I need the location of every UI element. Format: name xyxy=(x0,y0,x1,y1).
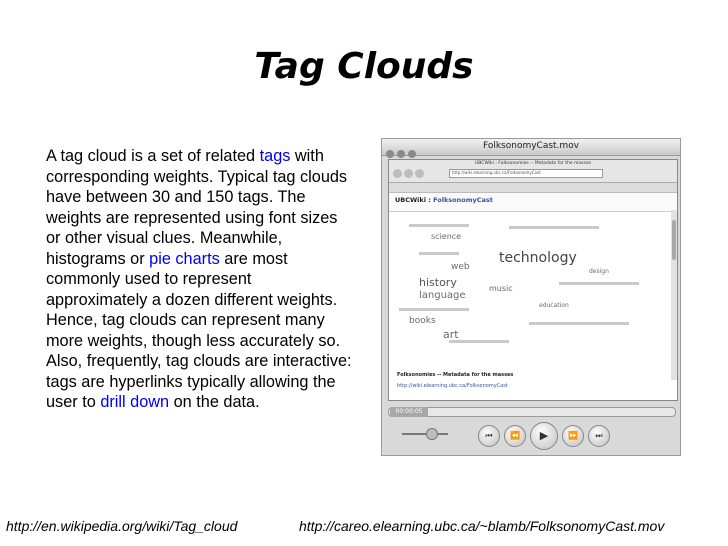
wiki-page-caption: Folksonomies -- Metadata for the masses xyxy=(397,372,514,378)
tag-design: design xyxy=(589,268,609,275)
tag-books: books xyxy=(409,316,436,326)
volume-slider xyxy=(402,433,448,435)
skip-forward-icon: ⏭ xyxy=(588,425,610,447)
playback-timeline xyxy=(388,407,676,417)
tag-cloud xyxy=(389,212,677,352)
body-text-part-2: with corresponding weights. Typical tag clouds have between 30 and 150 tags. The weights are represented using font sizes or other visual clues. Meanwhile, histograms or xyxy=(46,147,348,268)
wiki-site-name: UBCWiki : FolksonomyCast xyxy=(395,196,493,204)
fast-forward-icon: ⏩ xyxy=(562,425,584,447)
tag-history: history xyxy=(419,276,457,289)
pie-charts-link[interactable]: pie charts xyxy=(149,249,220,268)
forward-icon xyxy=(404,169,413,178)
slide-body-text xyxy=(46,146,356,413)
tag-language: language xyxy=(419,290,466,301)
browser-window-title: UBCWiki : Folksonomies -- Metadata for the masses xyxy=(475,161,591,166)
back-icon xyxy=(393,169,402,178)
rewind-icon: ⏪ xyxy=(504,425,526,447)
tag-art: art xyxy=(443,328,459,341)
play-icon: ▶ xyxy=(530,422,558,450)
reload-icon xyxy=(415,169,424,178)
footer-source-link-video[interactable]: http://careo.elearning.ubc.ca/~blamb/FolksonomyCast.mov xyxy=(299,518,665,534)
body-text-part-1: A tag cloud is a set of related xyxy=(46,147,260,165)
tag-science: science xyxy=(431,232,462,241)
tag-web: web xyxy=(451,262,470,272)
wiki-page-header xyxy=(389,193,677,212)
volume-knob-icon xyxy=(426,428,438,440)
tag-education: education xyxy=(539,302,569,309)
browser-toolbar xyxy=(389,160,677,183)
address-bar: http://wiki.elearning.ubc.ca/FolksonomyCast xyxy=(449,169,603,178)
skip-back-icon: ⏮ xyxy=(478,425,500,447)
tag-technology: technology xyxy=(499,250,577,266)
tags-link[interactable]: tags xyxy=(259,147,291,165)
wiki-page-link: http://wiki.elearning.ubc.ca/FolksonomyCast xyxy=(397,383,508,389)
timecode-display: 00:00:05 xyxy=(390,407,428,417)
bookmarks-bar xyxy=(389,183,677,193)
quicktime-player-screenshot xyxy=(381,138,681,456)
player-titlebar xyxy=(382,139,680,156)
drill-down-link[interactable]: drill down xyxy=(100,393,170,411)
browser-window-screenshot xyxy=(388,159,678,401)
footer-source-link-wikipedia[interactable]: http://en.wikipedia.org/wiki/Tag_cloud xyxy=(6,518,238,534)
browser-scrollbar xyxy=(671,210,677,380)
body-text-part-3: are most commonly used to represent approximately a dozen different weights. Hence, tag clouds can represent many more weights, though less accurately so. Also, frequently, tag clouds are interactive: tags are hyperlinks typically allowing the user to xyxy=(46,249,352,411)
player-window-title: FolksonomyCast.mov xyxy=(482,141,580,151)
slide-title: Tag Clouds xyxy=(254,46,474,87)
tag-music: music xyxy=(489,284,513,293)
body-text-part-4: on the data. xyxy=(169,393,260,411)
